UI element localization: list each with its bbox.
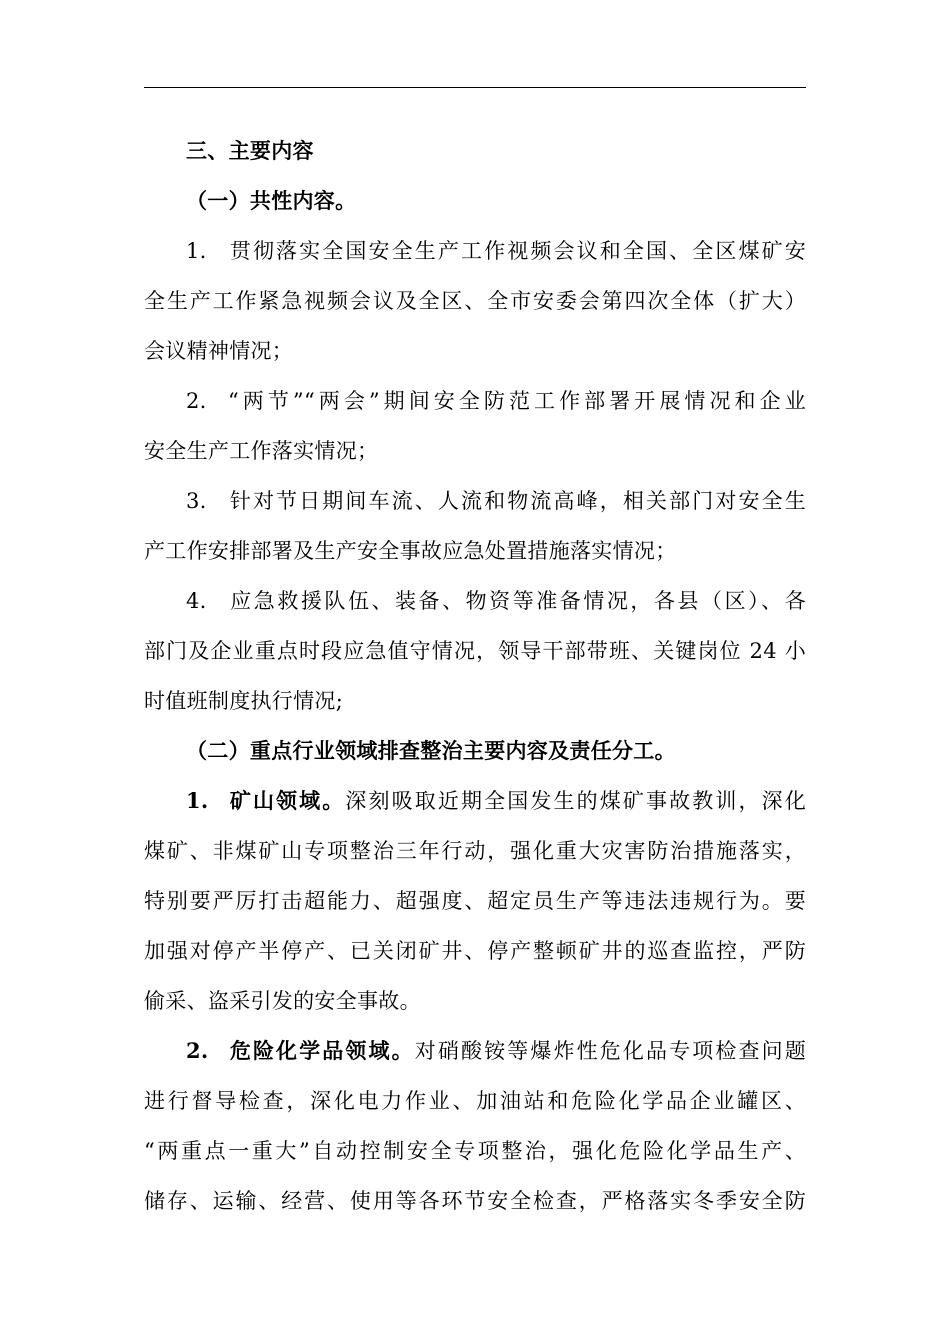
mining-title: 矿山领域。: [228, 788, 346, 813]
mining-line1: 1. 矿山领域。深刻吸取近期全国发生的煤矿事故教训，深化: [186, 788, 806, 813]
item3-line2: 产工作安排部署及生产安全事故应急处置措施落实情况；: [144, 539, 677, 563]
header-rule: [144, 87, 806, 88]
chemical-title: 危险化学品领域。: [228, 1038, 415, 1063]
sub1-heading: （一）共性内容。: [186, 188, 357, 213]
chemical-line4: 储存、运输、经营、使用等各环节安全检查，严格落实冬季安全防: [144, 1189, 806, 1213]
sub2-heading: （二）重点行业领域排查整治主要内容及责任分工。: [186, 738, 676, 763]
item2-line2: 安全生产工作落实情况；: [144, 439, 379, 463]
item3-line1: 3. 针对节日期间车流、人流和物流高峰，相关部门对安全生: [186, 489, 806, 513]
chemical-line2: 进行督导检查，深化电力作业、加油站和危险化学品企业罐区、: [144, 1089, 806, 1113]
mining-line5: 偷采、盗采引发的安全事故。: [144, 989, 421, 1013]
chemical-line1: 2. 危险化学品领域。对硝酸铵等爆炸性危化品专项检查问题: [186, 1038, 806, 1063]
chemical-line3: “两重点一重大”自动控制安全专项整治，强化危险化学品生产、: [144, 1139, 806, 1163]
item1-line3: 会议精神情况；: [144, 339, 294, 363]
item2-line1: 2. “两节”“两会”期间安全防范工作部署开展情况和企业: [186, 389, 806, 413]
mining-line3: 特别要严厉打击超能力、超强度、超定员生产等违法违规行为。要: [144, 889, 806, 913]
mining-line4: 加强对停产半停产、已关闭矿井、停产整顿矿井的巡查监控，严防: [144, 939, 806, 963]
item1-line1: 1. 贯彻落实全国安全生产工作视频会议和全国、全区煤矿安: [186, 239, 806, 263]
item4-line3: 时值班制度执行情况;: [144, 689, 344, 713]
item1-line2: 全生产工作紧急视频会议及全区、全市安委会第四次全体（扩大）: [144, 289, 806, 313]
section-heading: 三、主要内容: [186, 138, 314, 163]
item4-line1: 4. 应急救援队伍、装备、物资等准备情况，各县（区）、各: [186, 589, 806, 613]
item4-line2: 部门及企业重点时段应急值守情况，领导干部带班、关键岗位 24 小: [144, 639, 806, 663]
mining-line2: 煤矿、非煤矿山专项整治三年行动，强化重大灾害防治措施落实，: [144, 839, 806, 863]
